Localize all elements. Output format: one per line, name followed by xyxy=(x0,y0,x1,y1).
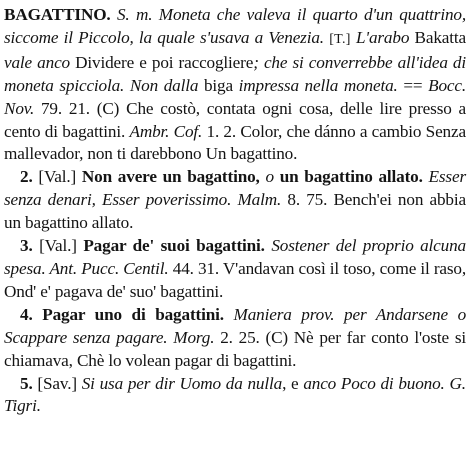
sense-4 xyxy=(4,304,466,373)
sense-tag: [Val.] xyxy=(39,236,77,256)
sense-number: 2. xyxy=(20,167,33,187)
grammar-label: S. m. xyxy=(116,5,153,24)
citation-number: 79. 21. xyxy=(40,98,90,118)
definition-etymology-d: Dividere e poi raccogliere xyxy=(75,52,254,72)
citation-number: 44. 31. xyxy=(172,258,220,278)
sense-definition: Maniera prov. per Andarsene o Scappare senza pagare. Morg. xyxy=(4,304,467,347)
separator: == xyxy=(403,75,423,95)
quotation: V'andavan così il toso, come il raso, Ond' e' pagava de' suo' bagattini. xyxy=(4,258,466,301)
sense-phrase-2: un bagattino allato. xyxy=(279,167,423,187)
sense-definition: Si usa per dir xyxy=(81,373,175,393)
quotation: Che costò, contata ogni cosa, delle lire presso a cento di bagattini. xyxy=(4,98,467,141)
tag-c: (C) xyxy=(96,98,120,118)
definition-etymology-a: L'arabo xyxy=(356,27,410,47)
sense-or: o xyxy=(265,167,274,187)
citation-source: G. Tigri. xyxy=(4,373,466,416)
citation-source: Bocc. Nov. xyxy=(4,75,467,118)
sense-definition: Esser senza denari, Esser poverissimo. Malm. xyxy=(4,167,466,210)
entry-main xyxy=(4,4,466,166)
tag-t: [T.] xyxy=(329,31,351,47)
quotation: Bench'ei non abbia un bagattino allato. xyxy=(4,190,466,233)
sense-3 xyxy=(4,235,466,304)
quotation: Color, che dánno a cambio Senza mallevador, non ti darebbono Un bagattino. xyxy=(4,121,466,164)
sense-5 xyxy=(4,373,466,419)
definition-etymology-f: biga xyxy=(203,75,233,95)
sense-definition-3: anco Poco di buono. xyxy=(303,373,445,393)
sense-between: , e xyxy=(282,373,299,393)
sense-definition: Sostener del proprio alcuna spesa. Ant. Pucc. Centil. xyxy=(4,236,466,278)
sense-2 xyxy=(4,166,466,235)
sense-tag: (C) xyxy=(265,327,288,347)
sense-phrase: Pagar uno di bagattini. xyxy=(42,304,224,324)
dictionary-entry xyxy=(4,4,466,418)
sense-definition-2: Uomo da nulla xyxy=(179,373,283,393)
sense-number: 4. xyxy=(20,304,33,324)
sense-number: 5. xyxy=(20,373,33,393)
sense-number: 3. xyxy=(20,236,33,256)
sense-tag: [Sav.] xyxy=(37,373,77,393)
citation-source: Ambr. Cof. xyxy=(129,121,203,141)
definition-etymology-e: ; che si converrebbe all'idea di moneta spicciola. Non dalla xyxy=(4,52,467,95)
definition-etymology-c: vale anco xyxy=(4,52,70,72)
sense-phrase: Pagar de' suoi bagattini. xyxy=(83,236,265,256)
quotation: Nè per far conto l'oste si chiamava, Chè lo volean pagar di bagattini. xyxy=(4,327,467,370)
citation-number: 8. 75. xyxy=(287,190,328,210)
definition-etymology-g: impressa nella moneta. xyxy=(238,75,398,95)
definition: Moneta che valeva il quarto d'un quattrino, siccome il Piccolo, la quale s'usava a Venezia. xyxy=(4,5,466,47)
definition-etymology-word: Bakatta xyxy=(414,27,466,47)
sense-phrase: Non avere un bagattino, xyxy=(81,167,260,187)
headword: BAGATTINO. xyxy=(4,5,111,24)
citation-number: 2. 25. xyxy=(220,327,260,347)
sense-tag: [Val.] xyxy=(38,167,77,187)
citation-number: 1. 2. xyxy=(206,121,237,141)
